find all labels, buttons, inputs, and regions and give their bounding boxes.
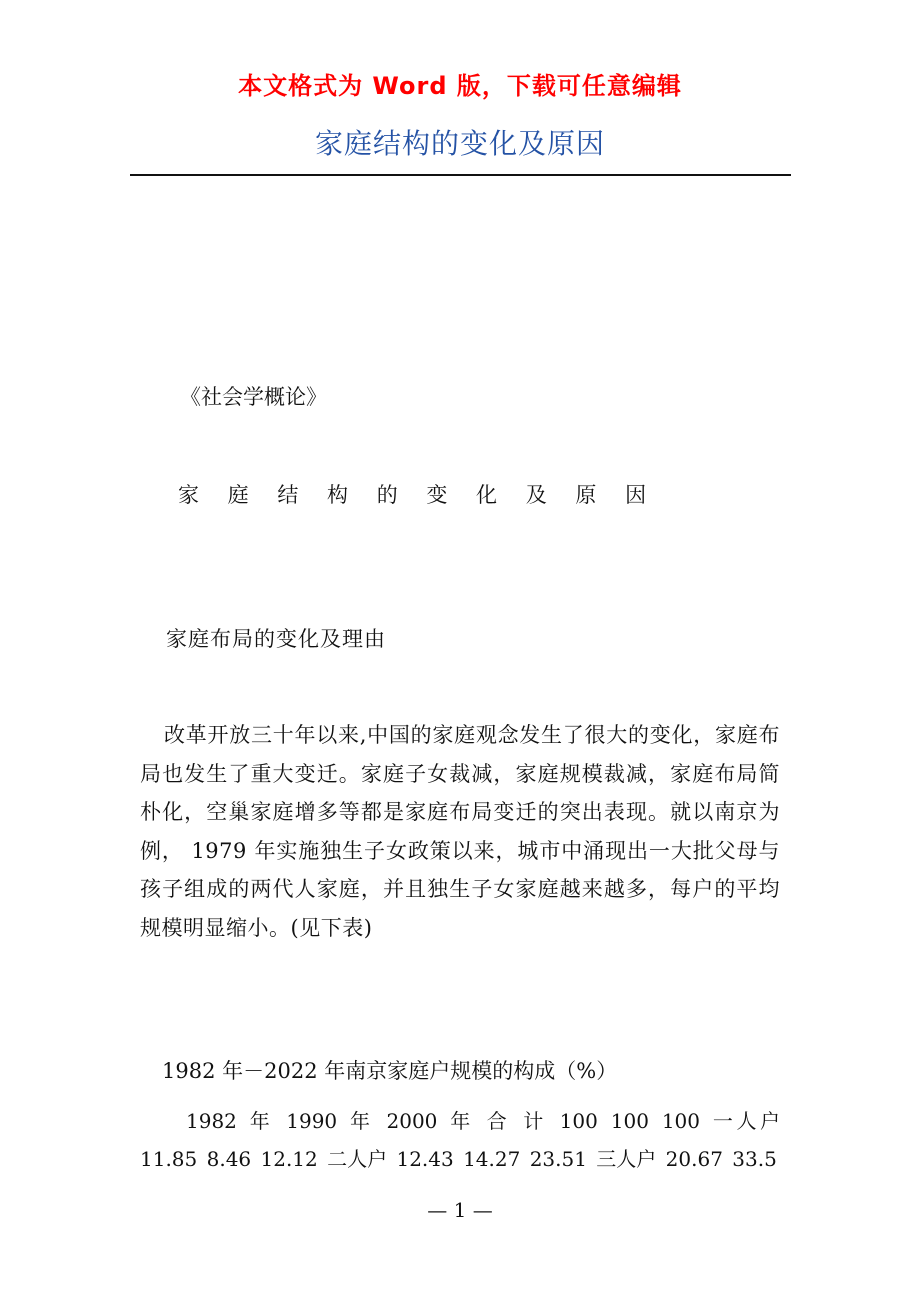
section-heading: 家庭布局的变化及理由 — [166, 627, 386, 651]
book-title: 《社会学概论》 — [180, 385, 327, 409]
page-title: 家庭结构的变化及原因 — [314, 127, 605, 160]
table-caption: 1982 年－2022 年南京家庭户规模的构成（%） — [162, 1059, 618, 1083]
body-paragraph: 改革开放三十年以来,中国的家庭观念发生了很大的变化，家庭布局也发生了重大变迁。家庭子女裁减，家庭规模裁减，家庭布局简朴化，空巢家庭增多等都是家庭布局变迁的突出表现。就以南京为例， 1979 年实施独生子女政策以来，城市中涌现出一大批父母与孩子组成的两代人家庭，并且独生子女家庭越来越多，每户的平均规模明显缩小。(见下表) — [140, 723, 780, 940]
download-banner: 本文格式为 Word 版，下载可任意编辑 — [238, 72, 682, 100]
table-content: 1982 年 1990 年 2000 年 合 计 100 100 100 一人户 11.85 8.46 12.12 二人户 12.43 14.27 23.51 三人户 20.67 33.5 — [140, 1109, 780, 1171]
article-title: 家 庭 结 构 的 变 化 及 原 因 — [178, 483, 658, 507]
page-number: — 1 — — [427, 1198, 493, 1222]
header-divider — [130, 174, 791, 176]
